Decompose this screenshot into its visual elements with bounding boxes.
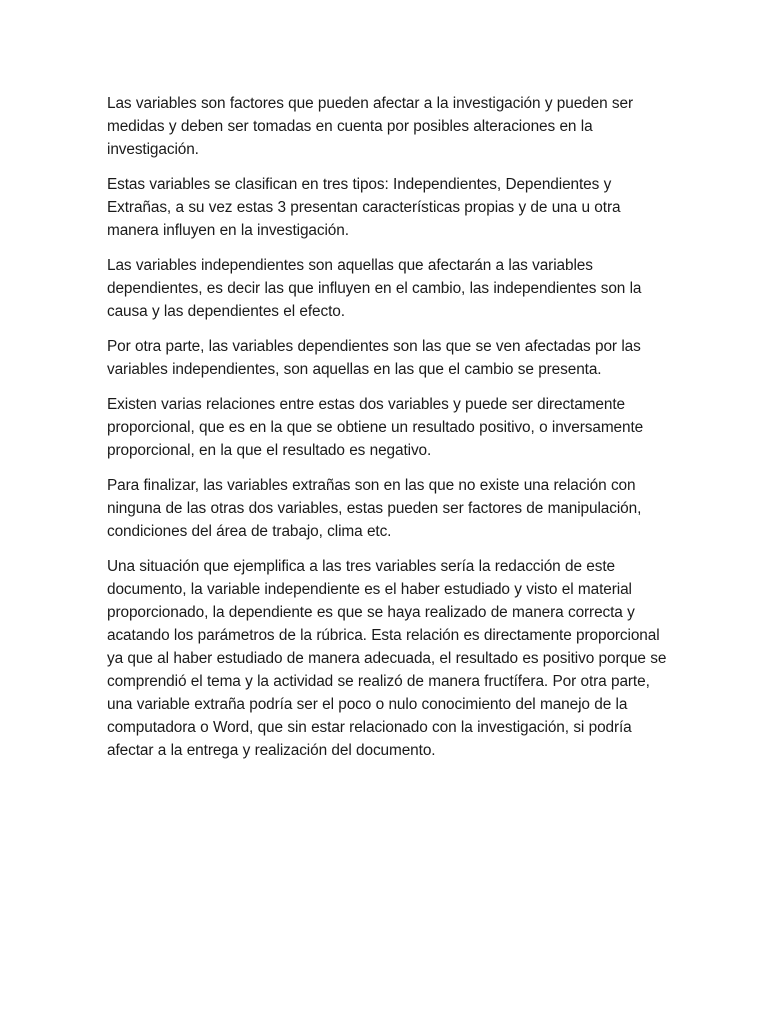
paragraph-dependent: Por otra parte, las variables dependientes son las que se ven afectadas por las variables independientes, son aquellas en las que el cambio se presenta. xyxy=(107,338,641,378)
paragraph-independent: Las variables independientes son aquellas que afectarán a las variables dependientes, es decir las que influyen en el cambio, las independientes son la causa y las dependientes el efecto. xyxy=(107,257,642,320)
paragraph-extraneous: Para finalizar, las variables extrañas son en las que no existe una relación con ninguna de las otras dos variables, estas pueden ser factores de manipulación, condiciones del área de trabajo, clima etc. xyxy=(107,477,642,540)
paragraph-definition: Las variables son factores que pueden afectar a la investigación y pueden ser medidas y deben ser tomadas en cuenta por posibles alteraciones en la investigación. xyxy=(107,95,634,158)
document-body xyxy=(107,92,668,762)
paragraph-example: Una situación que ejemplifica a las tres variables sería la redacción de este documento, la variable independiente es el haber estudiado y visto el material proporcionado, la dependiente es que se haya realizado de manera correcta y acatando los parámetros de la rúbrica. Esta relación es directamente proporcional ya que al haber estudiado de manera adecuada, el resultado es positivo porque se comprendió el tema y la actividad se realizó de manera fructífera. Por otra parte, una variable extraña podría ser el poco o nulo conocimiento del manejo de la computadora o Word, que sin estar relacionado con la investigación, si podría afectar a la entrega y realización del documento. xyxy=(107,558,667,759)
paragraph-types: Estas variables se clasifican en tres tipos: Independientes, Dependientes y Extrañas, a su vez estas 3 presentan características propias y de una u otra manera influyen en la investigación. xyxy=(107,176,621,239)
paragraph-relations: Existen varias relaciones entre estas dos variables y puede ser directamente proporcional, que es en la que se obtiene un resultado positivo, o inversamente proporcional, en la que el resultado es negativo. xyxy=(107,396,644,459)
